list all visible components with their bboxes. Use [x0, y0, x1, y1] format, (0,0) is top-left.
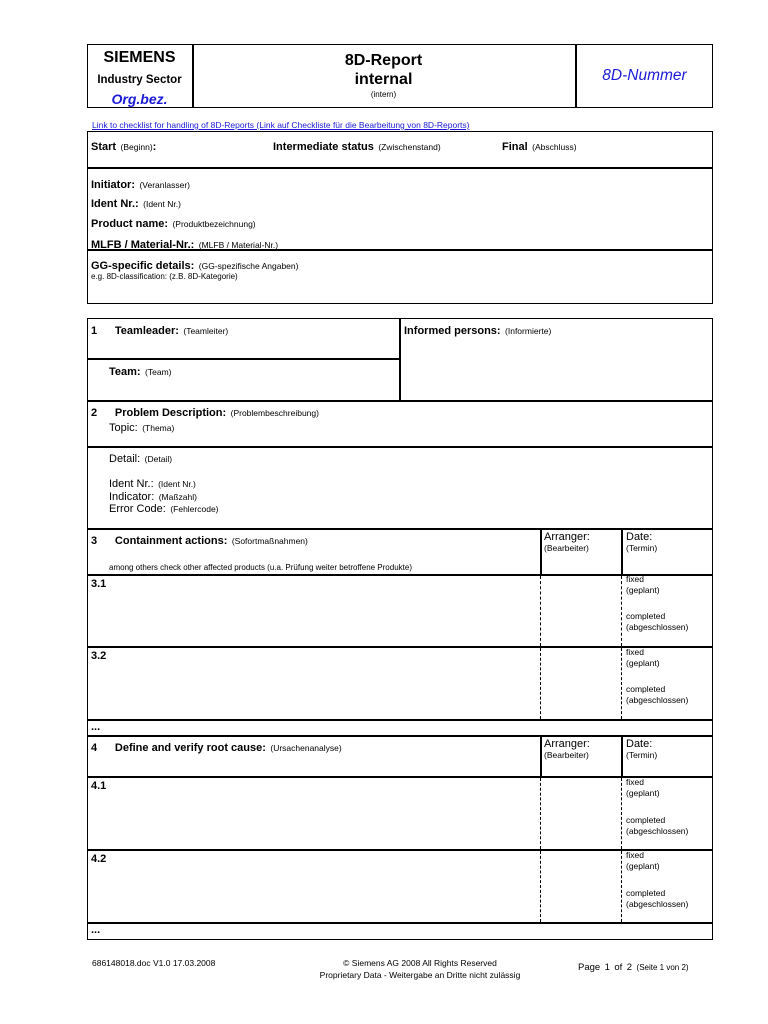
footer-page-label: Page	[578, 962, 601, 973]
start-label-de: (Beginn)	[120, 142, 153, 152]
detail-label-de: (Detail)	[144, 454, 173, 464]
containment-heading	[91, 531, 308, 549]
footer-page-total: 2	[626, 962, 633, 973]
error-code-label-de: (Fehlercode)	[170, 504, 219, 514]
checklist-link[interactable]: Link to checklist for handling of 8D-Reports (Link auf Checkliste für die Bearbeitung von 8D-Reports)	[92, 120, 470, 130]
section4-number: 4	[91, 742, 98, 754]
root-cause-heading	[91, 738, 342, 756]
start-colon: :	[152, 141, 157, 153]
status-divider	[87, 167, 713, 169]
section3-bottom	[87, 735, 713, 737]
arranger-label: Arranger:	[544, 531, 590, 543]
row-4-2-completed-label: completed	[626, 888, 666, 898]
row-4-2-fixed-label: fixed	[626, 850, 644, 860]
row-4-1-arranger-dash	[540, 778, 541, 849]
section4-arranger-label: Arranger:	[544, 738, 590, 750]
indicator-label: Indicator:	[109, 491, 155, 503]
section4-date-header	[626, 738, 657, 760]
problem-description-label: Problem Description:	[114, 407, 227, 419]
intermediate-label: Intermediate status	[273, 141, 374, 153]
section4-date-label-de: (Termin)	[626, 750, 658, 760]
footer-page	[578, 957, 689, 975]
teamleader-label: Teamleader:	[114, 325, 179, 337]
row-4-2-bottom	[87, 922, 713, 924]
intermediate-label-de: (Zwischenstand)	[378, 142, 441, 152]
team-field[interactable]	[109, 362, 172, 380]
section3-date-header	[626, 531, 657, 553]
section4-more: ...	[91, 924, 101, 936]
start-field[interactable]	[91, 137, 156, 155]
final-label: Final	[502, 141, 528, 153]
row-4-1-date-dash	[621, 778, 622, 849]
mlfb-label-de: (MLFB / Material-Nr.)	[198, 240, 279, 250]
row-3-2-date-dash	[621, 648, 622, 719]
topic-label-de: (Thema)	[142, 423, 175, 433]
row-3-2-fixed-label: fixed	[626, 647, 644, 657]
row-4-1-completed[interactable]	[626, 815, 688, 836]
row-4-2-arranger-dash	[540, 851, 541, 922]
containment-label: Containment actions:	[114, 535, 228, 547]
section1-bottom	[87, 400, 713, 402]
product-label: Product name:	[91, 218, 169, 230]
section4-header-bottom	[87, 776, 713, 778]
section2-number: 2	[91, 407, 98, 419]
error-code-field[interactable]	[109, 499, 219, 517]
row-3-1-arranger-dash	[540, 576, 541, 646]
section2-bottom	[87, 528, 713, 530]
section3-more: ...	[91, 721, 101, 733]
row-4-2-date-dash	[621, 851, 622, 922]
teamleader-label-de: (Teamleiter)	[183, 326, 229, 336]
section4-arranger-header	[544, 738, 590, 760]
row-4-2-completed-label-de: (abgeschlossen)	[626, 898, 689, 909]
row-4-2-completed[interactable]	[626, 888, 688, 909]
row-4-1-completed-label: completed	[626, 815, 666, 825]
gg-example: e.g. 8D-classification: (z.B. 8D-Kategorie)	[91, 272, 238, 281]
teamleader-field[interactable]	[91, 321, 228, 339]
footer-copyright: © Siemens AG 2008 All Rights Reserved	[343, 958, 497, 968]
indicator-label-de: (Maßzahl)	[158, 492, 197, 502]
final-label-de: (Abschluss)	[532, 142, 577, 152]
informed-label: Informed persons:	[404, 325, 501, 337]
informed-field[interactable]	[404, 321, 551, 339]
row-3-2-completed-label-de: (abgeschlossen)	[626, 694, 689, 705]
date-label: Date:	[626, 531, 653, 543]
section3-date-divider	[621, 528, 623, 574]
topic-divider	[87, 446, 713, 448]
gg-label-de: (GG-spezifische Angaben)	[198, 261, 299, 271]
problem-ident-label-de: (Ident Nr.)	[158, 479, 196, 489]
row-3-1-bottom	[87, 646, 713, 648]
teamleader-divider	[87, 358, 400, 360]
row-3-2-bottom	[87, 719, 713, 721]
product-label-de: (Produktbezeichnung)	[172, 219, 256, 229]
report-title-line2: internal	[354, 71, 413, 88]
row-4-1-completed-label-de: (abgeschlossen)	[626, 825, 689, 836]
row-3-1-date-dash	[621, 576, 622, 646]
section4-arranger-divider	[540, 735, 542, 776]
intermediate-field[interactable]	[273, 137, 441, 155]
report-title-sub: (intern)	[370, 90, 397, 99]
section4-date-label: Date:	[626, 738, 653, 750]
row-3-1-number: 3.1	[91, 578, 107, 590]
mlfb-field[interactable]	[91, 235, 278, 253]
footer-page-of: of	[614, 962, 623, 973]
section3-number: 3	[91, 535, 98, 547]
detail-field[interactable]	[109, 449, 172, 467]
gg-label: GG-specific details:	[91, 260, 195, 272]
containment-label-de: (Sofortmaßnahmen)	[231, 536, 308, 546]
section3-header-bottom	[87, 574, 713, 576]
start-label: Start	[91, 141, 117, 153]
section4-date-divider	[621, 735, 623, 776]
mlfb-label: MLFB / Material-Nr.:	[91, 239, 195, 251]
problem-description-label-de: (Problembeschreibung)	[230, 408, 319, 418]
problem-ident-label: Ident Nr.:	[109, 478, 154, 490]
ident-label: Ident Nr.:	[91, 198, 139, 210]
row-3-2-fixed[interactable]	[626, 647, 660, 668]
ident-field[interactable]	[91, 194, 181, 212]
footer-doc-info: 686148018.doc V1.0 17.03.2008	[92, 958, 216, 968]
row-4-1-bottom	[87, 849, 713, 851]
product-field[interactable]	[91, 214, 256, 232]
row-3-1-fixed-label-de: (geplant)	[626, 584, 660, 595]
industry-sector: Industry Sector	[97, 74, 182, 86]
section4-arranger-label-de: (Bearbeiter)	[544, 750, 589, 760]
detail-label: Detail:	[109, 453, 141, 465]
report-number: 8D-Nummer	[602, 67, 687, 84]
topic-label: Topic:	[109, 422, 138, 434]
row-3-2-number: 3.2	[91, 650, 107, 662]
topic-field[interactable]	[109, 418, 174, 436]
row-4-2-number: 4.2	[91, 853, 107, 865]
row-3-1-completed-label-de: (abgeschlossen)	[626, 621, 689, 632]
footer-page-de: (Seite 1 von 2)	[636, 963, 689, 972]
company-name: SIEMENS	[103, 49, 176, 66]
row-4-2-fixed-label-de: (geplant)	[626, 860, 660, 871]
containment-note: among others check other affected products (u.a. Prüfung weiter betroffene Produkte)	[109, 563, 412, 572]
row-3-1-completed[interactable]	[626, 611, 688, 632]
section3-arranger-divider	[540, 528, 542, 574]
row-3-2-completed[interactable]	[626, 684, 688, 705]
informed-label-de: (Informierte)	[505, 326, 552, 336]
row-3-1-fixed[interactable]	[626, 574, 660, 595]
root-cause-label-de: (Ursachenanalyse)	[270, 743, 342, 753]
row-3-2-arranger-dash	[540, 648, 541, 719]
row-4-1-fixed[interactable]	[626, 777, 660, 798]
team-label-de: (Team)	[145, 367, 172, 377]
org-label: Org.bez.	[111, 91, 168, 107]
team-label: Team:	[109, 366, 141, 378]
section3-arranger-header	[544, 531, 590, 553]
ident-label-de: (Ident Nr.)	[143, 199, 181, 209]
arranger-label-de: (Bearbeiter)	[544, 543, 589, 553]
footer-page-number: 1	[604, 962, 610, 973]
report-title-line1: 8D-Report	[344, 52, 423, 69]
section1-number: 1	[91, 325, 98, 337]
row-4-1-number: 4.1	[91, 780, 107, 792]
error-code-label: Error Code:	[109, 503, 166, 515]
initiator-label-de: (Veranlasser)	[139, 180, 191, 190]
row-4-1-fixed-label: fixed	[626, 777, 644, 787]
date-label-de: (Termin)	[626, 543, 658, 553]
final-field[interactable]	[502, 137, 577, 155]
row-3-1-fixed-label: fixed	[626, 574, 644, 584]
footer-proprietary: Proprietary Data - Weitergabe an Dritte nicht zulässig	[319, 970, 521, 980]
row-4-1-fixed-label-de: (geplant)	[626, 787, 660, 798]
row-4-2-fixed[interactable]	[626, 850, 660, 871]
row-3-2-fixed-label-de: (geplant)	[626, 657, 660, 668]
initiator-field[interactable]	[91, 175, 190, 193]
initiator-label: Initiator:	[91, 179, 135, 191]
root-cause-label: Define and verify root cause:	[114, 742, 266, 754]
row-3-2-completed-label: completed	[626, 684, 666, 694]
row-3-1-completed-label: completed	[626, 611, 666, 621]
